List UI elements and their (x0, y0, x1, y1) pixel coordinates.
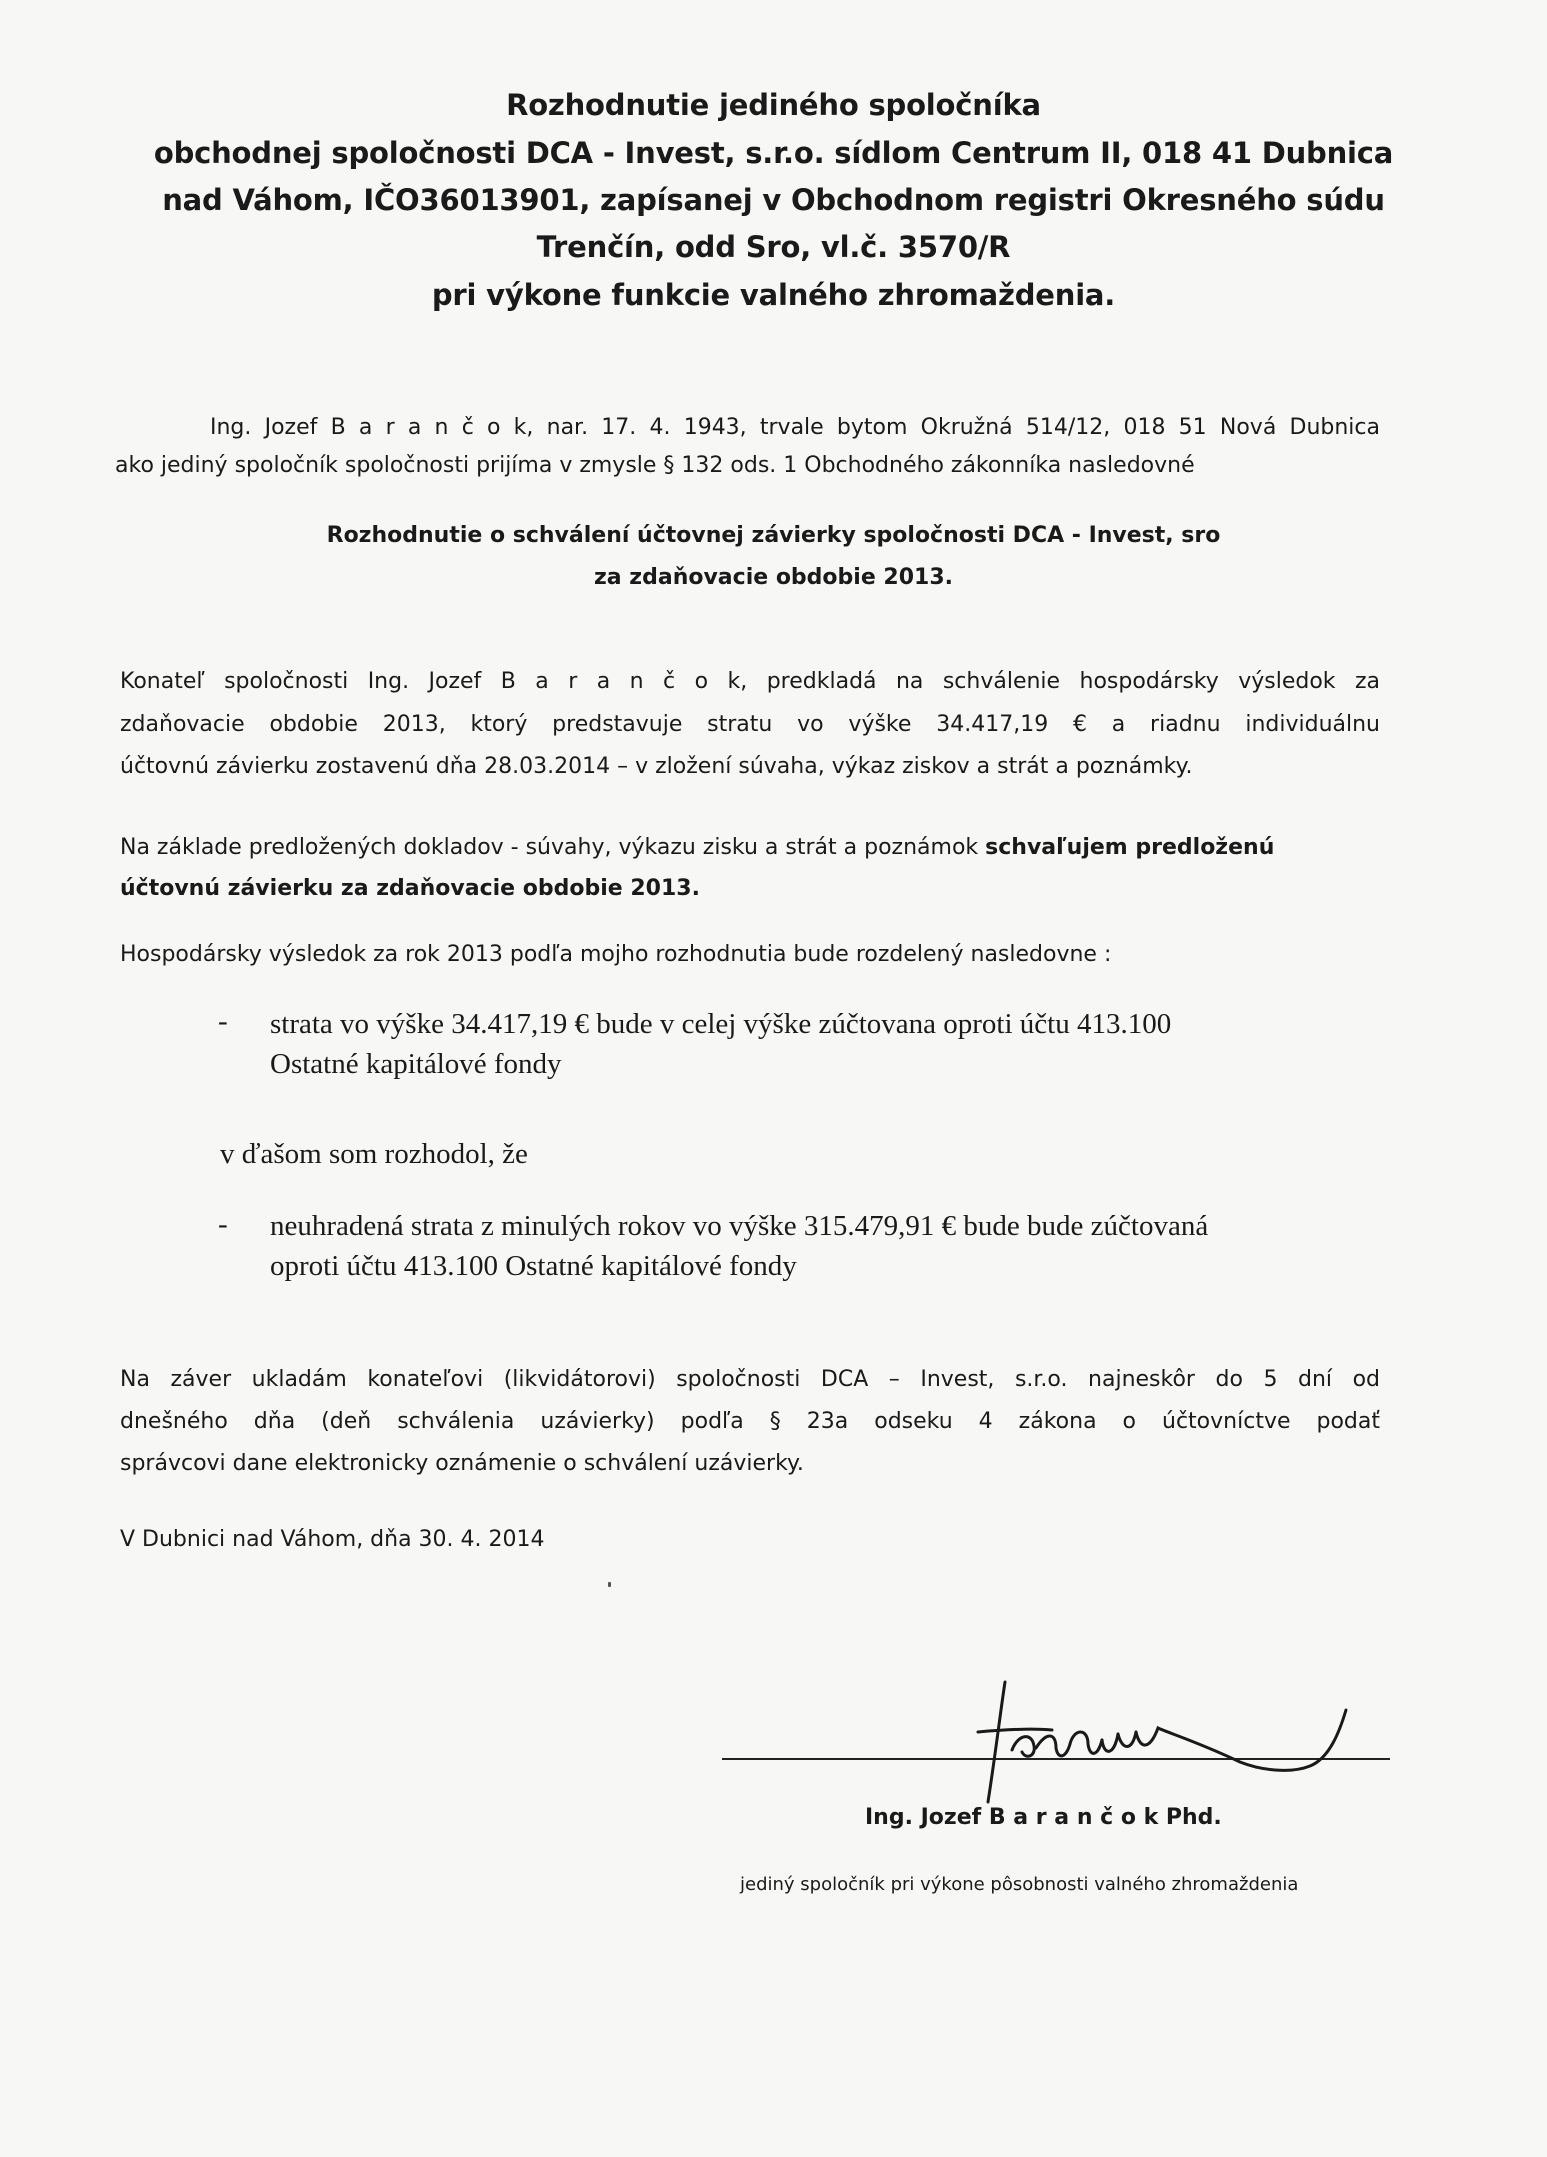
bullet2-line-2: oproti účtu 413.100 Ostatné kapitálové fondy (270, 1250, 797, 1282)
para1-line-2: zdaňovacie obdobie 2013, ktorý predstavuje stratu vo výške 34.417,19 € a riadnu individuálnu (120, 712, 1380, 737)
intro-line-2: ako jediný spoločník spoločnosti prijíma v zmysle § 132 ods. 1 Obchodného zákonníka nasledovné (115, 453, 1195, 478)
handwritten-signature (700, 1670, 1420, 1810)
signature-role: jediný spoločník pri výkone pôsobnosti valného zhromaždenia (740, 1874, 1299, 1895)
intro-line-1: Ing. Jozef B a r a n č o k, nar. 17. 4. 1943, trvale bytom Okružná 514/12, 018 51 Nová Dubnica (210, 415, 1380, 440)
para4-line-1: Na záver ukladám konateľovi (likvidátorovi) spoločnosti DCA – Invest, s.r.o. najneskôr do 5 dní od (120, 1367, 1380, 1392)
header-line-2: obchodnej spoločnosti DCA - Invest, s.r.o. sídlom Centrum II, 018 41 Dubnica (153, 136, 1394, 170)
place-date: V Dubnici nad Váhom, dňa 30. 4. 2014 (120, 1527, 545, 1552)
para4-line-3: správcovi dane elektronicky oznámenie o schválení uzávierky. (120, 1451, 804, 1476)
bullet1-line-2: Ostatné kapitálové fondy (270, 1048, 562, 1080)
decision-title-line-2: za zdaňovacie obdobie 2013. (593, 565, 953, 590)
further-text: v ďašom som rozhodol, že (220, 1138, 528, 1170)
para2-line-1 (120, 826, 1420, 870)
para2-normal-text: Na základe predložených dokladov - súvahy, výkazu zisku a strát a poznámok (120, 835, 986, 860)
header-line-1: Rozhodnutie jediného spoločníka (506, 88, 1041, 122)
scan-speck (608, 1582, 611, 1587)
para3-line-1: Hospodársky výsledok za rok 2013 podľa mojho rozhodnutia bude rozdelený nasledovne : (120, 942, 1112, 967)
para1-line-1: Konateľ spoločnosti Ing. Jozef B a r a n č o k, predkladá na schválenie hospodársky výsledok za (120, 669, 1380, 694)
bullet2-dash: - (218, 1208, 228, 1240)
para2-line-2: účtovnú závierku za zdaňovacie obdobie 2013. (120, 876, 700, 901)
bullet1-line-1: strata vo výške 34.417,19 € bude v celej výške zúčtovana oproti účtu 413.100 (270, 1008, 1172, 1040)
signature-name: Ing. Jozef B a r a n č o k Phd. (865, 1805, 1222, 1830)
bullet1-dash: - (218, 1005, 228, 1037)
decision-title-line-1: Rozhodnutie o schválení účtovnej závierky spoločnosti DCA - Invest, sro (326, 523, 1221, 548)
bullet2-line-1: neuhradená strata z minulých rokov vo výške 315.479,91 € bude bude zúčtovaná (270, 1210, 1209, 1242)
para1-line-3: účtovnú závierku zostavenú dňa 28.03.2014 – v zložení súvaha, výkaz ziskov a strát a poznámky. (120, 754, 1193, 779)
para4-line-2: dnešného dňa (deň schválenia uzávierky) podľa § 23a odseku 4 zákona o účtovníctve podať (120, 1409, 1380, 1434)
header-line-5: pri výkone funkcie valného zhromaždenia. (431, 278, 1116, 312)
header-line-3: nad Váhom, IČO36013901, zapísanej v Obchodnom registri Okresného súdu (162, 183, 1385, 217)
header-line-4: Trenčín, odd Sro, vl.č. 3570/R (536, 230, 1011, 264)
para2-bold-text: schvaľujem predloženú (985, 835, 1275, 860)
